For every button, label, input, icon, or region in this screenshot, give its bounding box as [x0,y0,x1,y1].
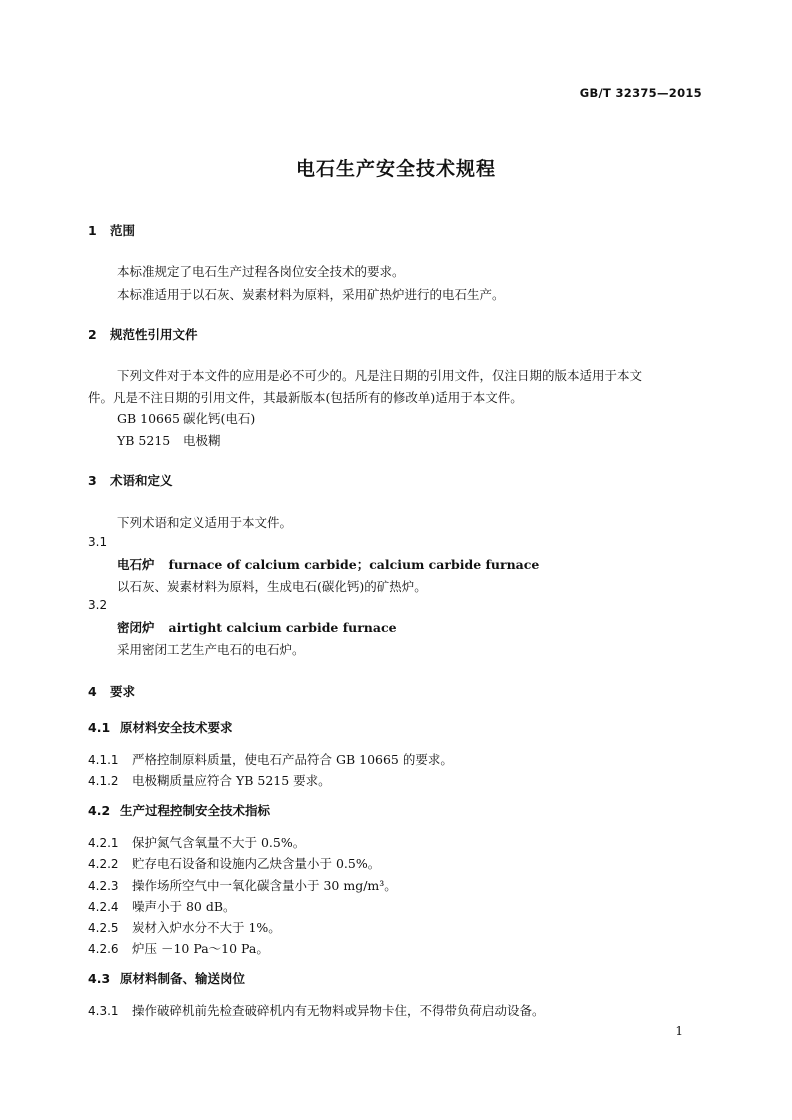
clause-text: 操作破碎机前先检查破碎机内有无物料或异物卡住，不得带负荷启动设备。 [132,1003,545,1018]
section-number: 1 [88,223,97,238]
clause-text: 电极糊质量应符合 YB 5215 要求。 [132,773,331,788]
section-title: 范围 [110,223,136,238]
subsection-title: 原材料安全技术要求 [120,720,233,735]
term-chinese: 密闭炉 [117,620,155,635]
clause-text: 严格控制原料质量，使电石产品符合 GB 10665 的要求。 [132,752,453,767]
term-number: 3.1 [88,535,108,549]
clause-item [88,833,305,851]
section-title: 规范性引用文件 [110,327,198,342]
term-definition: 以石灰、炭素材料为原料，生成电石(碳化钙)的矿热炉。 [117,579,427,594]
clause-text: 炭材入炉水分不大于 1%。 [132,920,281,935]
term-entry [117,618,397,636]
section-heading-1 [88,221,135,239]
reference-item [117,409,255,427]
clause-item [88,939,269,957]
section-heading-3 [88,471,173,489]
reference-name: 电极糊 [183,433,221,448]
paragraph-line: 件。凡是不注日期的引用文件，其最新版本(包括所有的修改单)适用于本文件。 [88,390,523,405]
clause-number: 4.1.1 [88,753,119,767]
clause-number: 4.2.4 [88,900,119,914]
clause-number: 4.3.1 [88,1004,119,1018]
clause-item [88,876,397,894]
term-english: furnace of calcium carbide；calcium carbide furnace [168,557,540,572]
subsection-heading-4-2 [88,801,270,819]
paragraph: 本标准适用于以石灰、炭素材料为原料，采用矿热炉进行的电石生产。 [117,287,505,302]
clause-text: 贮存电石设备和设施内乙炔含量小于 0.5%。 [132,856,381,871]
clause-item [88,918,281,936]
reference-code: YB 5215 [117,433,171,448]
clause-text: 操作场所空气中一氧化碳含量小于 30 mg/m³。 [132,878,397,893]
clause-item [88,750,453,768]
term-definition: 采用密闭工艺生产电石的电石炉。 [117,642,305,657]
paragraph: 本标准规定了电石生产过程各岗位安全技术的要求。 [117,264,405,279]
standard-number: GB/T 32375—2015 [579,86,702,100]
section-title: 要求 [110,684,136,699]
clause-number: 4.2.3 [88,879,119,893]
term-entry [117,555,539,573]
section-heading-4 [88,682,135,700]
subsection-number: 4.3 [88,971,111,986]
clause-item [88,771,331,789]
page-number: 1 [675,1024,683,1038]
section-title: 术语和定义 [110,473,173,488]
clause-item [88,1001,545,1019]
subsection-number: 4.2 [88,803,111,818]
term-english: airtight calcium carbide furnace [168,620,397,635]
subsection-heading-4-1 [88,718,233,736]
subsection-heading-4-3 [88,969,245,987]
clause-item [88,854,380,872]
clause-number: 4.2.2 [88,857,119,871]
paragraph: 下列术语和定义适用于本文件。 [117,515,293,530]
section-heading-2 [88,325,198,343]
term-chinese: 电石炉 [117,557,155,572]
clause-number: 4.2.1 [88,836,119,850]
reference-name: 碳化钙(电石) [183,411,256,426]
clause-item [88,897,236,915]
term-number: 3.2 [88,598,108,612]
subsection-number: 4.1 [88,720,111,735]
section-number: 4 [88,684,97,699]
clause-text: 噪声小于 80 dB。 [132,899,236,914]
subsection-title: 生产过程控制安全技术指标 [120,803,271,818]
clause-number: 4.2.6 [88,942,119,956]
reference-code: GB 10665 [117,411,180,426]
subsection-title: 原材料制备、输送岗位 [120,971,246,986]
document-title: 电石生产安全技术规程 [295,158,496,180]
clause-number: 4.2.5 [88,921,119,935]
clause-text: 炉压 －10 Pa～10 Pa。 [132,941,269,956]
clause-text: 保护氮气含氧量不大于 0.5%。 [132,835,306,850]
clause-number: 4.1.2 [88,774,119,788]
section-number: 3 [88,473,97,488]
reference-item [117,431,221,449]
paragraph-line: 下列文件对于本文件的应用是必不可少的。凡是注日期的引用文件，仅注日期的版本适用于本文 [117,368,643,383]
section-number: 2 [88,327,97,342]
